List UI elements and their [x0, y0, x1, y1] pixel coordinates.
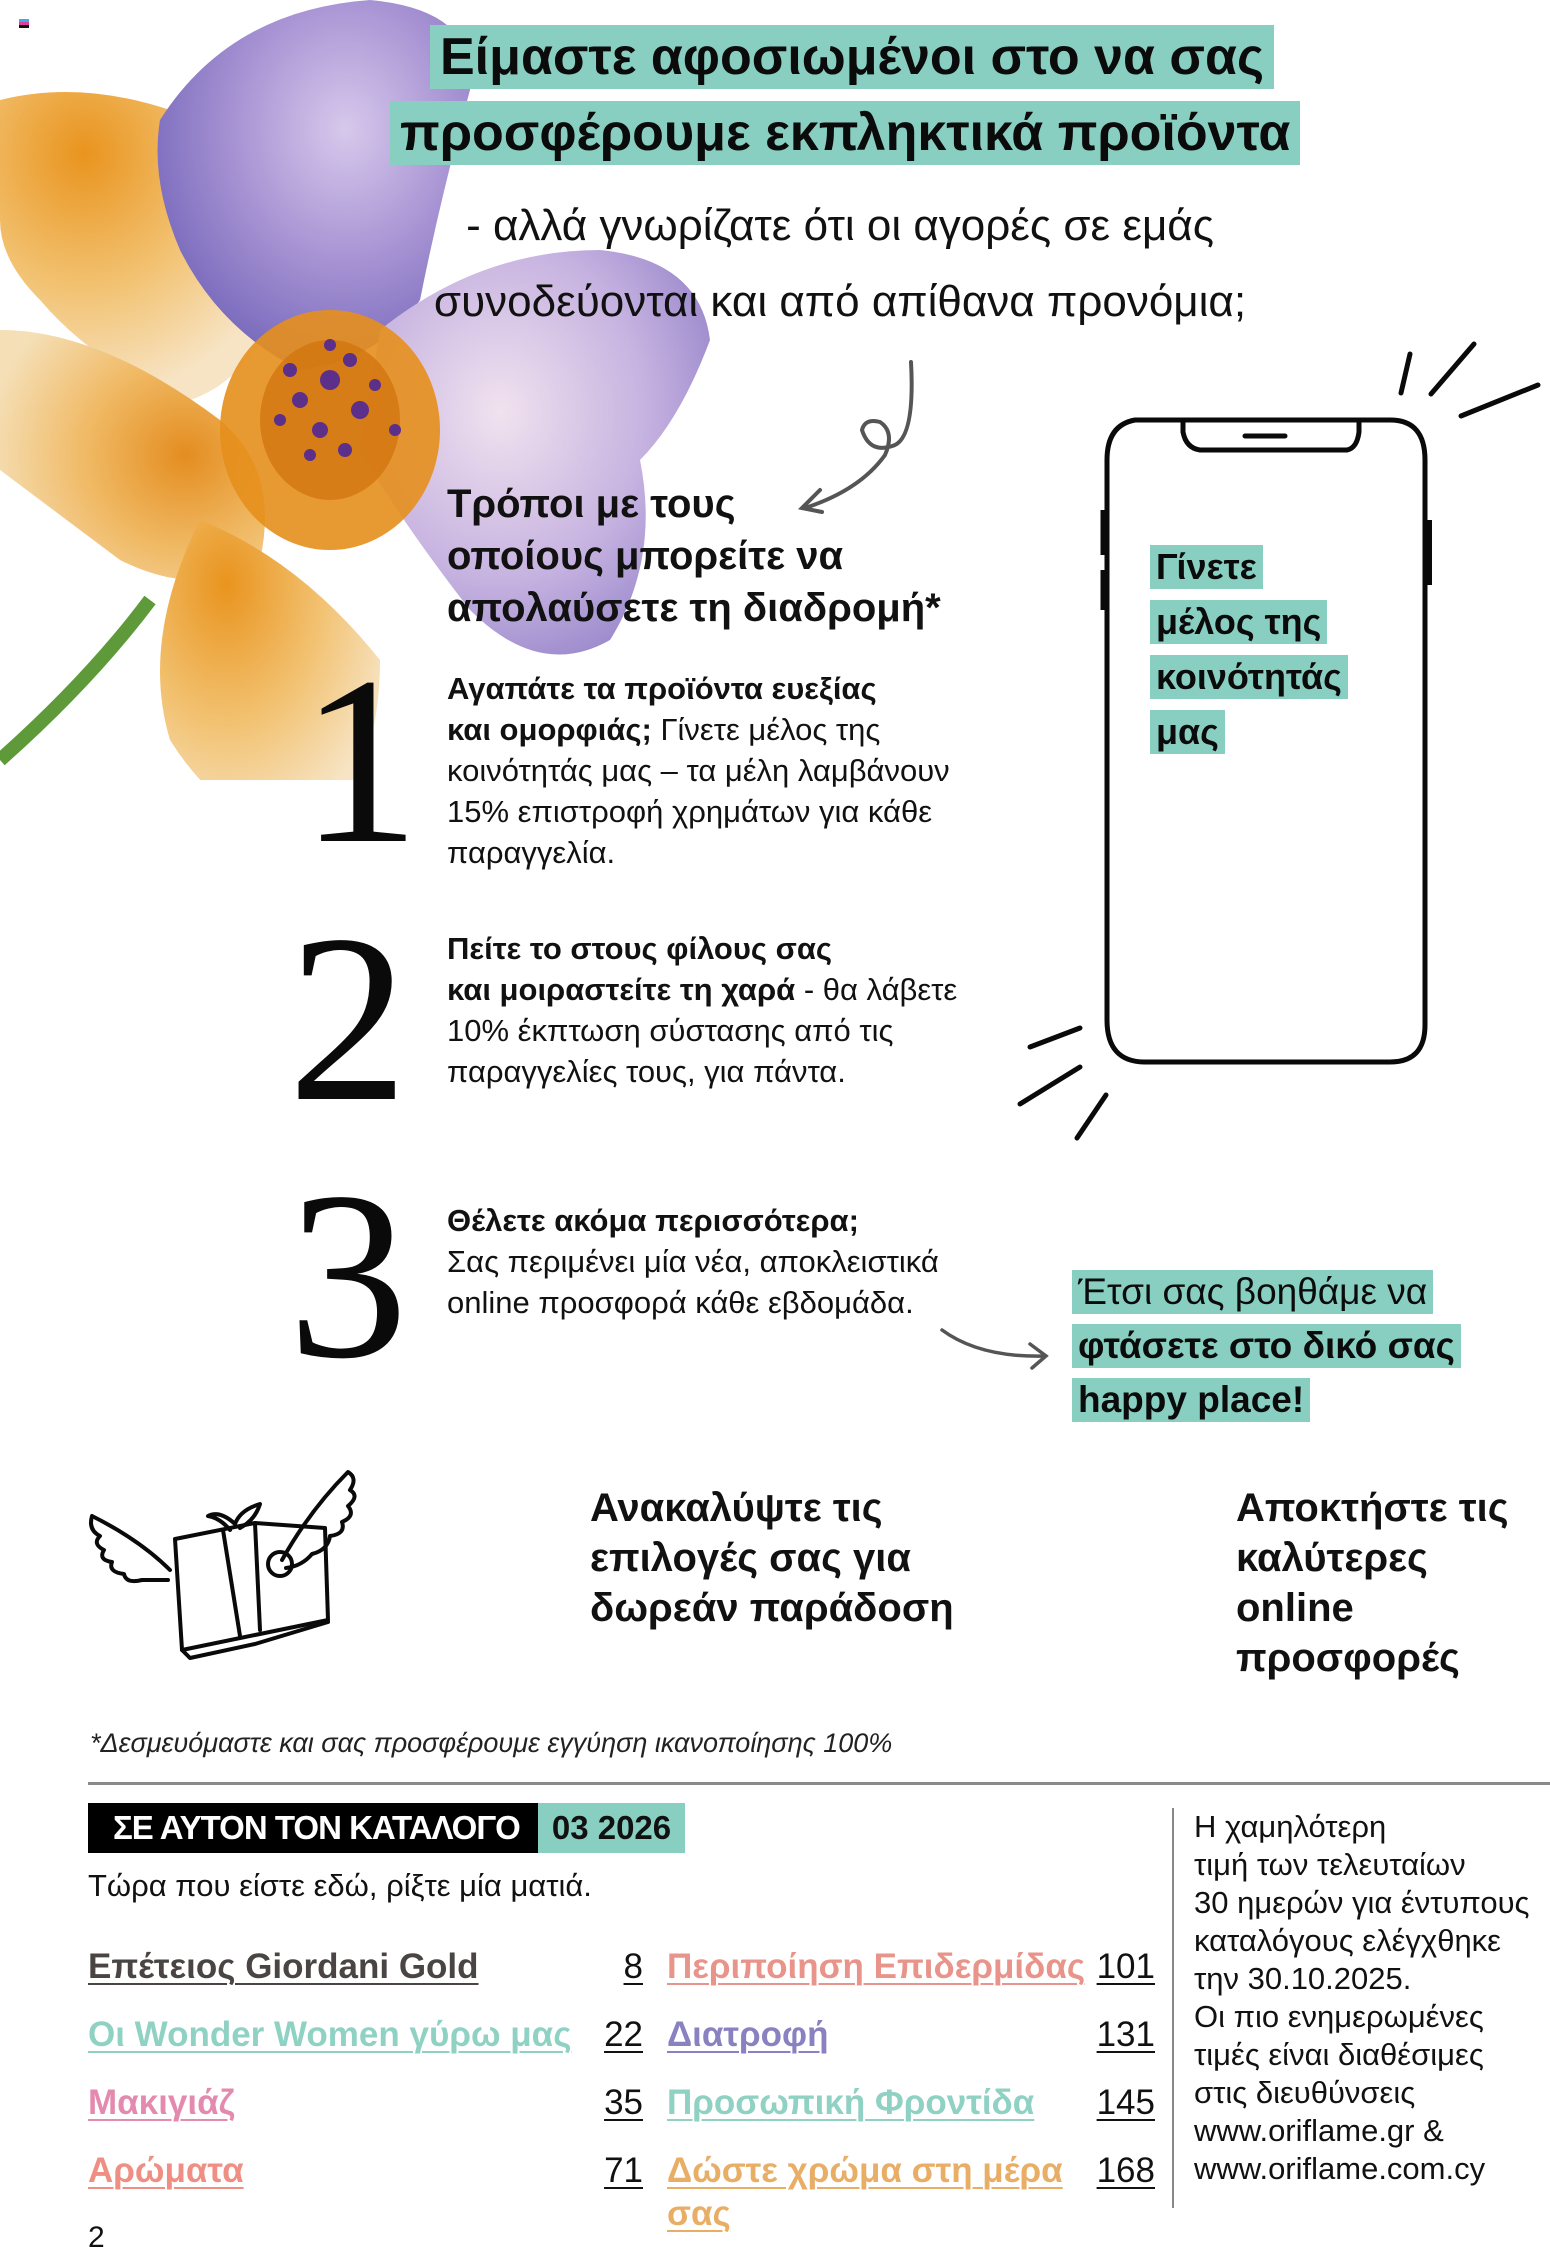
page-number: 2 — [88, 2221, 105, 2254]
step-1-body: Γίνετε μέλος της — [651, 712, 881, 747]
website-link-cy[interactable]: www.oriflame.com.cy — [1194, 2151, 1486, 2186]
price-note-line: 30 ημερών για έντυπους — [1194, 1885, 1530, 1920]
step-1-bold: και ομορφιάς; — [447, 712, 652, 747]
price-note-line: τιμή των τελευταίων — [1194, 1847, 1466, 1882]
toc-page-nutrition[interactable]: 131 — [1096, 2015, 1155, 2054]
step-1-bold: Αγαπάτε τα προϊόντα ευεξίας — [447, 671, 877, 706]
phone-text-line: μέλος της — [1150, 600, 1327, 644]
step-2-body: παραγγελίες τους, για πάντα. — [447, 1054, 846, 1089]
ways-title — [447, 478, 967, 634]
step-number-1: 1 — [300, 627, 420, 893]
offers-line: Αποκτήστε τις — [1236, 1486, 1509, 1530]
toc-link-fragrance[interactable]: Αρώματα — [88, 2151, 244, 2190]
toc-page-skincare[interactable]: 101 — [1096, 1947, 1155, 1986]
price-note-line: Οι πιο ενημερωμένες — [1194, 1999, 1484, 2034]
step-2-bold: και μοιραστείτε τη χαρά — [447, 972, 796, 1007]
subtitle-line-1: - αλλά γνωρίζατε ότι οι αγορές σε εμάς — [466, 201, 1214, 250]
toc-link-personal-care[interactable]: Προσωπική Φροντίδα — [667, 2083, 1035, 2122]
happy-place-line: φτάσετε στο δικό σας — [1072, 1324, 1461, 1368]
happy-place-callout — [1072, 1270, 1502, 1432]
step-1-body: 15% επιστροφή χρημάτων για κάθε — [447, 794, 933, 829]
step-2-text — [447, 928, 1017, 1092]
phone-text-line: μας — [1150, 710, 1225, 754]
vertical-divider — [1172, 1808, 1174, 2208]
price-note-line: Η χαμηλότερη — [1194, 1809, 1387, 1844]
catalog-subtitle: Τώρα που είστε εδώ, ρίξτε μία ματιά. — [88, 1868, 592, 1903]
offers-line: προσφορές — [1236, 1636, 1460, 1680]
arrow-right-icon — [930, 1320, 1050, 1370]
toc-link-colour-your-day[interactable]: Δώστε χρώμα στη μέρα — [667, 2151, 1063, 2190]
toc-page-personal-care[interactable]: 145 — [1096, 2083, 1155, 2122]
price-note-line: τιμές είναι διαθέσιμες — [1194, 2037, 1484, 2072]
happy-place-line: happy place! — [1072, 1378, 1310, 1422]
satisfaction-footnote: *Δεσμευόμαστε και σας προσφέρουμε εγγύηση ικανοποίησης 100% — [90, 1728, 893, 1758]
step-3-body: online προσφορά κάθε εβδομάδα. — [447, 1285, 914, 1320]
step-3-text — [447, 1200, 1017, 1323]
offers-line: καλύτερες online — [1236, 1536, 1428, 1630]
toc-page-giordani-gold[interactable]: 8 — [623, 1947, 643, 1986]
step-2-body: - θα λάβετε — [795, 972, 958, 1007]
phone-text-line: κοινότητάς — [1150, 655, 1348, 699]
toc-link-colour-your-day-line2[interactable]: σας — [667, 2194, 731, 2233]
step-3-bold: Θέλετε ακόμα περισσότερα; — [447, 1203, 859, 1238]
step-3-body: Σας περιμένει μία νέα, αποκλειστικά — [447, 1244, 939, 1279]
toc-link-wonder-women[interactable]: Οι Wonder Women γύρω μας — [88, 2015, 572, 2054]
step-1-text — [447, 668, 1017, 873]
step-1-body: παραγγελία. — [447, 835, 616, 870]
phone-text-line: Γίνετε — [1150, 545, 1263, 589]
ways-title-line: Τρόποι με τους — [447, 482, 736, 526]
flying-gift-icon — [80, 1450, 400, 1660]
toc-link-nutrition[interactable]: Διατροφή — [667, 2015, 829, 2054]
headline-highlight-2: προσφέρουμε εκπληκτικά προϊόντα — [390, 101, 1300, 165]
delivery-line: επιλογές σας για — [590, 1536, 911, 1580]
header-subtitle — [400, 188, 1280, 340]
subtitle-line-2: συνοδεύονται και από απίθανα προνόμια; — [433, 277, 1247, 326]
toc-page-colour-your-day[interactable]: 168 — [1096, 2151, 1155, 2190]
website-link-gr[interactable]: www.oriflame.gr & — [1194, 2113, 1444, 2148]
online-offers-text — [1236, 1483, 1546, 1683]
catalog-issue-badge: 03 2026 — [538, 1803, 685, 1853]
headline-highlight-1: Είμαστε αφοσιωμένοι στο να σας — [430, 25, 1274, 89]
price-note-line: την 30.10.2025. — [1194, 1961, 1412, 1996]
step-number-3: 3 — [288, 1142, 408, 1408]
delivery-line: δωρεάν παράδοση — [590, 1586, 954, 1630]
step-2-body: 10% έκπτωση σύστασης από τις — [447, 1013, 894, 1048]
catalog-header — [88, 1803, 685, 1853]
toc-page-fragrance[interactable]: 71 — [604, 2151, 643, 2190]
toc-link-skincare[interactable]: Περιποίηση Επιδερμίδας — [667, 1947, 1086, 1986]
toc-page-makeup[interactable]: 35 — [604, 2083, 643, 2122]
price-note-line: στις διευθύνσεις — [1194, 2075, 1416, 2110]
step-1-body: κοινότητάς μας – τα μέλη λαμβάνουν — [447, 753, 950, 788]
headline-line-1 — [430, 25, 1274, 89]
price-disclaimer — [1194, 1808, 1550, 2188]
toc-link-makeup[interactable]: Μακιγιάζ — [88, 2083, 235, 2122]
toc-page-wonder-women[interactable]: 22 — [604, 2015, 643, 2054]
step-2-bold: Πείτε το στους φίλους σας — [447, 931, 833, 966]
happy-place-line: Έτσι σας βοηθάμε να — [1072, 1270, 1433, 1314]
price-note-line: καταλόγους ελέγχθηκε — [1194, 1923, 1502, 1958]
phone-screen-text — [1150, 545, 1410, 765]
toc-link-giordani-gold[interactable]: Επέτειος Giordani Gold — [88, 1947, 479, 1986]
step-number-2: 2 — [288, 885, 408, 1151]
headline-line-2 — [390, 101, 1300, 165]
divider — [88, 1782, 1550, 1785]
ways-title-line: απολαύσετε τη διαδρομή* — [447, 586, 941, 630]
ways-title-line: οποίους μπορείτε να — [447, 534, 844, 578]
delivery-line: Ανακαλύψτε τις — [590, 1486, 883, 1530]
catalog-header-label: ΣΕ ΑΥΤΟΝ ΤΟΝ ΚΑΤΑΛΟΓΟ — [88, 1803, 538, 1853]
free-delivery-text — [590, 1483, 1010, 1633]
